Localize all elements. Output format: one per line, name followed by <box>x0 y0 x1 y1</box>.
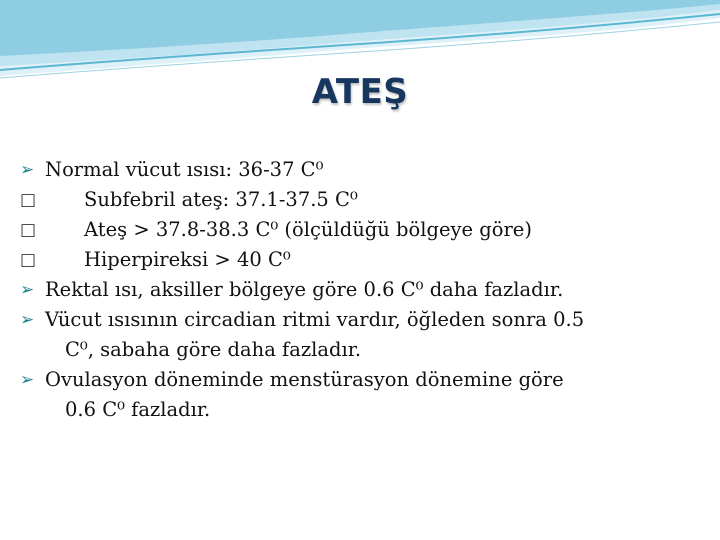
slide-title: ATEŞ <box>311 72 409 112</box>
list-item <box>20 155 700 185</box>
item-text: 0.6 C⁰ fazladır. <box>65 398 211 421</box>
list-item-continuation <box>20 395 700 425</box>
item-text: Ateş > 37.8-38.3 C⁰ (ölçüldüğü bölgeye göre) <box>84 218 532 241</box>
item-text: Subfebril ateş: 37.1-37.5 C⁰ <box>84 188 358 211</box>
item-text: Normal vücut ısısı: 36-37 C⁰ <box>45 158 324 181</box>
item-text: Ovulasyon döneminde menstürasyon dönemine göre <box>45 368 564 391</box>
list-item-continuation <box>20 335 700 365</box>
box-bullet-icon: □ <box>20 220 37 240</box>
item-text: C⁰, sabaha göre daha fazladır. <box>65 338 362 361</box>
list-item <box>20 185 700 215</box>
arrow-bullet-icon: ➢ <box>20 280 35 300</box>
list-item <box>20 245 700 275</box>
bullet-list <box>20 155 700 425</box>
box-bullet-icon: □ <box>20 250 37 270</box>
item-text: Rektal ısı, aksiller bölgeye göre 0.6 C⁰ daha fazladır. <box>45 278 564 301</box>
arrow-bullet-icon: ➢ <box>20 370 35 390</box>
item-text: Hiperpireksi > 40 C⁰ <box>84 248 291 271</box>
list-item <box>20 215 700 245</box>
list-item <box>20 275 700 305</box>
list-item <box>20 305 700 335</box>
arrow-bullet-icon: ➢ <box>20 160 35 180</box>
item-text: Vücut ısısının circadian ritmi vardır, öğleden sonra 0.5 <box>45 308 585 331</box>
list-item <box>20 365 700 395</box>
arrow-bullet-icon: ➢ <box>20 310 35 330</box>
box-bullet-icon: □ <box>20 190 37 210</box>
